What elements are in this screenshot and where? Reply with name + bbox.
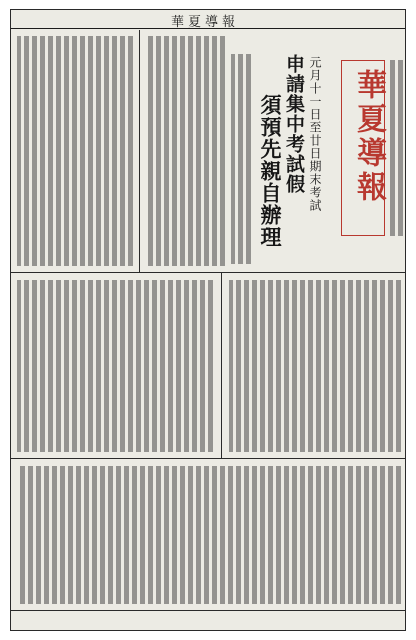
article-column bbox=[17, 36, 133, 266]
article-column bbox=[17, 280, 213, 452]
masthead-title: 華夏導報 bbox=[351, 69, 386, 205]
divider-lower bbox=[11, 458, 405, 459]
article-column bbox=[387, 60, 403, 236]
article-column bbox=[231, 54, 251, 264]
masthead-box bbox=[341, 60, 385, 236]
divider-col-b bbox=[221, 272, 222, 458]
article-column bbox=[229, 280, 401, 452]
divider-col-a bbox=[139, 30, 140, 272]
footer-strip bbox=[11, 610, 405, 631]
headline-main: 申請集中考試假 bbox=[283, 54, 305, 194]
headline-subtitle: 元月十一日至廿日期末考試 bbox=[308, 56, 322, 212]
newspaper-page bbox=[10, 9, 406, 631]
article-column bbox=[147, 36, 225, 266]
article-column bbox=[17, 466, 401, 604]
divider-upper bbox=[11, 272, 405, 273]
headline-secondary: 須預先親自辦理 bbox=[258, 94, 283, 248]
header-title: 華夏導報 bbox=[171, 15, 240, 30]
